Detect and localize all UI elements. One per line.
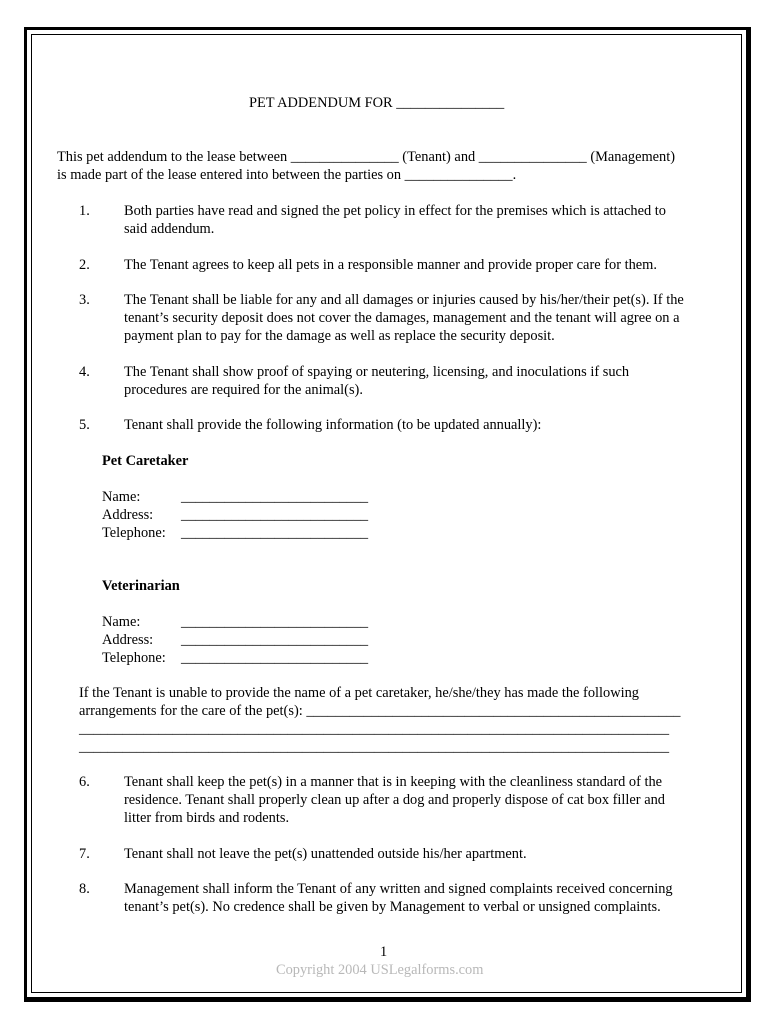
- field-label-address: Address:: [102, 507, 154, 523]
- arrangements-blank-line[interactable]: __________________________________________________________________________________: [79, 721, 670, 737]
- page-number: 1: [380, 944, 388, 960]
- item-text: said addendum.: [124, 221, 215, 237]
- veterinarian-telephone-field[interactable]: __________________________: [181, 650, 369, 666]
- item-number: 3.: [79, 292, 90, 308]
- item-text: Management shall inform the Tenant of any written and signed complaints received concerning: [124, 881, 673, 897]
- item-text: The Tenant shall be liable for any and all damages or injuries caused by his/her/their pet(s). If the: [124, 292, 684, 308]
- item-text: residence. Tenant shall properly clean up after a dog and properly dispose of cat box filler and: [124, 792, 665, 808]
- caretaker-telephone-field[interactable]: __________________________: [181, 525, 369, 541]
- veterinarian-heading: Veterinarian: [102, 578, 180, 594]
- caretaker-address-field[interactable]: __________________________: [181, 507, 369, 523]
- arrangements-blank-line[interactable]: __________________________________________________________________________________: [79, 739, 670, 755]
- field-label-address: Address:: [102, 632, 154, 648]
- arrangements-line[interactable]: arrangements for the care of the pet(s): ____________________________________________________: [79, 703, 681, 719]
- item-text: litter from birds and rodents.: [124, 810, 290, 826]
- copyright-notice: Copyright 2004 USLegalforms.com: [276, 962, 484, 978]
- item-number: 8.: [79, 881, 90, 897]
- item-text: Both parties have read and signed the pet policy in effect for the premises which is attached to: [124, 203, 667, 219]
- item-text: Tenant shall provide the following information (to be updated annually):: [124, 417, 542, 433]
- field-label-telephone: Telephone:: [102, 525, 166, 541]
- item-number: 6.: [79, 774, 90, 790]
- caretaker-name-field[interactable]: __________________________: [181, 489, 369, 505]
- arrangements-line: If the Tenant is unable to provide the name of a pet caretaker, he/she/they has made the following: [79, 685, 639, 701]
- item-text: payment plan to pay for the damage as well as replace the security deposit.: [124, 328, 555, 344]
- intro-line: This pet addendum to the lease between _______________ (Tenant) and _______________ (Management): [57, 149, 676, 165]
- item-text: Tenant shall keep the pet(s) in a manner that is in keeping with the cleanliness standard of the: [124, 774, 663, 790]
- item-text: The Tenant agrees to keep all pets in a responsible manner and provide proper care for them.: [124, 257, 657, 273]
- item-number: 7.: [79, 846, 90, 862]
- item-text: Tenant shall not leave the pet(s) unattended outside his/her apartment.: [124, 846, 527, 862]
- item-number: 1.: [79, 203, 90, 219]
- item-number: 4.: [79, 364, 90, 380]
- item-number: 2.: [79, 257, 90, 273]
- item-text: procedures are required for the animal(s).: [124, 382, 363, 398]
- item-text: tenant’s pet(s). No credence shall be given by Management to verbal or unsigned complaints.: [124, 899, 661, 915]
- item-text: The Tenant shall show proof of spaying or neutering, licensing, and inoculations if such: [124, 364, 630, 380]
- item-text: tenant’s security deposit does not cover the damages, management and the tenant will agree on a: [124, 310, 680, 326]
- intro-line: is made part of the lease entered into between the parties on _______________.: [57, 167, 517, 183]
- field-label-telephone: Telephone:: [102, 650, 166, 666]
- veterinarian-name-field[interactable]: __________________________: [181, 614, 369, 630]
- document-title: PET ADDENDUM FOR _______________: [249, 95, 505, 111]
- item-number: 5.: [79, 417, 90, 433]
- field-label-name: Name:: [102, 489, 141, 505]
- veterinarian-address-field[interactable]: __________________________: [181, 632, 369, 648]
- caretaker-heading: Pet Caretaker: [102, 453, 189, 469]
- field-label-name: Name:: [102, 614, 141, 630]
